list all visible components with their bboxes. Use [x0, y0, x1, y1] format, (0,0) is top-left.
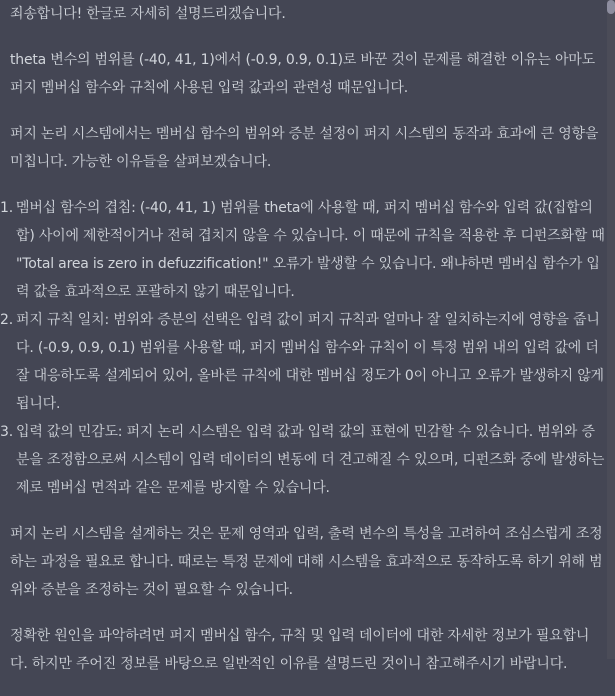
- list-item-text: 멤버십 함수의 겹침: (-40, 41, 1) 범위를 theta에 사용할 때, 퍼지 멤버십 함수와 입력 값(집합의 합) 사이에 제한적이거나 전혀 겹치지 않을 수 있습니다. 이 때문에 규칙을 적용한 후 디펀즈화할 때 "Total area is zero in defuzzification!" 오류가 발생할 수 있습니다. 왜냐하면 멤버십 함수가 입력 값을 효과적으로 포괄하지 않기 때문입니다.: [16, 200, 605, 300]
- list-item-text: 입력 값의 민감도: 퍼지 논리 시스템은 입력 값과 입력 값의 표현에 민감할 수 있습니다. 범위와 증분을 조정함으로써 시스템이 입력 데이터의 변동에 더 견고해질 수 있으며, 디펀즈화 중에 발생하는 제로 멤버십 면적과 같은 문제를 방지할 수 있습니다.: [16, 424, 605, 496]
- design-paragraph: 퍼지 논리 시스템을 설계하는 것은 문제 영역과 입력, 출력 변수의 특성을 고려하여 조심스럽게 조정하는 과정을 필요로 합니다. 때로는 특정 문제에 대해 시스템을 효과적으로 동작하도록 하기 위해 범위와 증분을 조정하는 것이 필요할 수 있습니다.: [10, 526, 603, 598]
- list-item: [0, 194, 605, 306]
- list-item: [0, 306, 605, 418]
- list-number: 3.: [0, 424, 13, 440]
- closing-paragraph: 정확한 원인을 파악하려면 퍼지 멤버십 함수, 규칙 및 입력 데이터에 대한 자세한 정보가 필요합니다. 하지만 주어진 정보를 바탕으로 일반적인 이유를 설명드린 것이니 참고해주시기 바랍니다.: [10, 628, 590, 672]
- list-number: 2.: [0, 312, 13, 328]
- context-paragraph: 퍼지 논리 시스템에서는 멤버십 함수의 범위와 증분 설정이 퍼지 시스템의 동작과 효과에 큰 영향을 미칩니다. 가능한 이유들을 살펴보겠습니다.: [10, 126, 599, 170]
- reasons-list: [0, 194, 605, 502]
- list-number: 1.: [0, 200, 13, 216]
- list-item: [0, 418, 605, 502]
- scrollbar-track[interactable]: [607, 0, 615, 659]
- scrollbar-thumb[interactable]: [607, 0, 615, 14]
- list-item-text: 퍼지 규칙 일치: 범위와 증분의 선택은 입력 값이 퍼지 규칙과 얼마나 잘 일치하는지에 영향을 줍니다. (-0.9, 0.9, 0.1) 범위를 사용할 때, 퍼지 멤버십 함수와 규칙이 이 특정 범위 내의 입력 값에 더 잘 대응하도록 설계되어 있어, 올바른 규칙에 대한 멤버십 정도가 0이 아니고 오류가 발생하지 않게 됩니다.: [16, 312, 604, 412]
- explanation-paragraph: theta 변수의 범위를 (-40, 41, 1)에서 (-0.9, 0.9, 0.1)로 바꾼 것이 문제를 해결한 이유는 아마도 퍼지 멤버십 함수와 규칙에 사용된 입력 값과의 관련성 때문입니다.: [10, 52, 595, 96]
- intro-paragraph: 죄송합니다! 한글로 자세히 설명드리겠습니다.: [10, 6, 286, 22]
